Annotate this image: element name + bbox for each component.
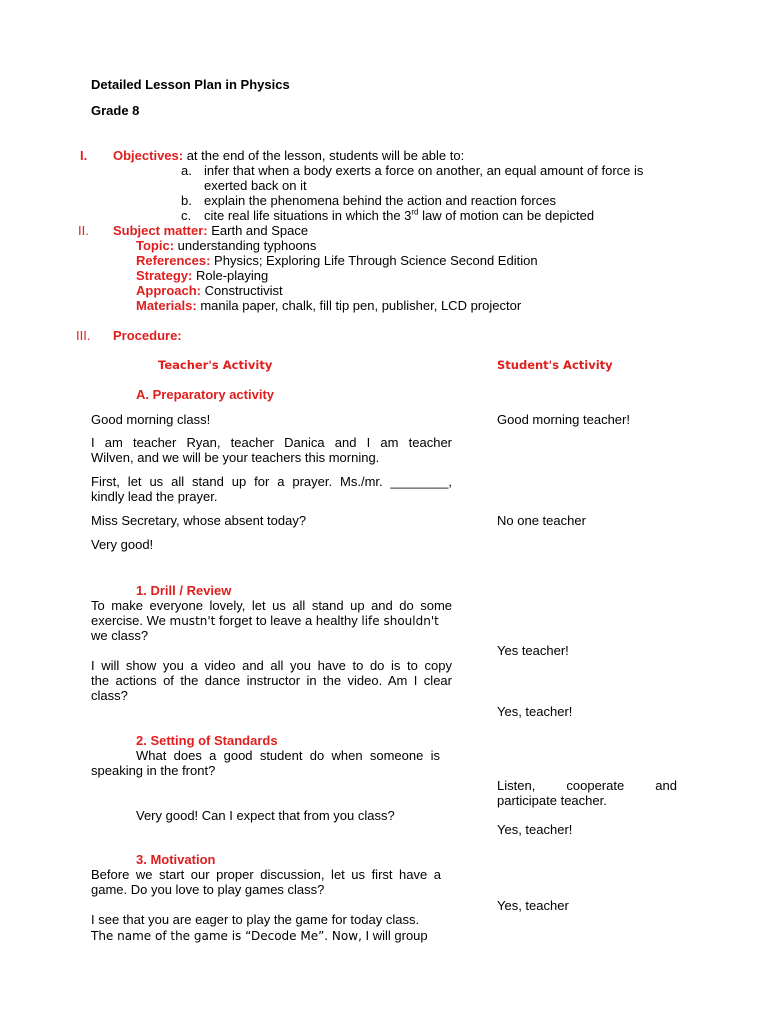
- materials-label: Materials:: [136, 298, 197, 313]
- section-numeral-1: I.: [80, 148, 88, 163]
- standards-expect: Very good! Can I expect that from you class?: [136, 808, 395, 823]
- standards-student-line1: Listen, cooperate and: [497, 778, 677, 793]
- preparatory-heading: A. Preparatory activity: [136, 387, 275, 402]
- teacher-intro-line1: I am teacher Ryan, teacher Danica and I am teacher: [91, 435, 452, 450]
- references-label: References:: [136, 253, 211, 268]
- standards-heading: 2. Setting of Standards: [136, 733, 278, 748]
- materials-line: [136, 298, 521, 313]
- drill-video-line3: class?: [91, 688, 128, 703]
- objective-b-line1: explain the phenomena behind the action and reaction forces: [204, 193, 556, 208]
- topic-line: [136, 238, 316, 253]
- objectives-label: Objectives:: [113, 148, 184, 163]
- drill-line2-a: exercise. We: [91, 613, 170, 628]
- objective-marker-c: c.: [181, 208, 192, 223]
- motivation-line4-b: I will group: [361, 928, 428, 943]
- topic-value: understanding typhoons: [174, 238, 317, 253]
- student-attendance: No one teacher: [497, 513, 586, 528]
- strategy-label: Strategy:: [136, 268, 193, 283]
- approach-label: Approach:: [136, 283, 201, 298]
- motivation-line3: I see that you are eager to play the game for today class.: [91, 912, 420, 927]
- subject-matter-label: Subject matter:: [113, 223, 208, 238]
- drill-video-line2: the actions of the dance instructor in the video. Am I clear: [91, 673, 452, 688]
- approach-line: [136, 283, 283, 298]
- teacher-greeting: Good morning class!: [91, 412, 211, 427]
- standards-student-line2: participate teacher.: [497, 793, 607, 808]
- teacher-activity-header: Teacher's Activity: [158, 358, 273, 372]
- drill-student-response2: Yes, teacher!: [497, 704, 573, 719]
- objective-c-sup: rd: [411, 207, 419, 217]
- teacher-prayer-line2: kindly lead the prayer.: [91, 489, 218, 504]
- subject-matter-line: [113, 223, 308, 238]
- objective-a-line1: infer that when a body exerts a force on another, an equal amount of force is: [204, 163, 644, 178]
- motivation-student-response: Yes, teacher: [497, 898, 569, 913]
- drill-student-response1: Yes teacher!: [497, 643, 569, 658]
- objectives-line: [113, 148, 464, 163]
- references-value: Physics; Exploring Life Through Science Second Edition: [210, 253, 538, 268]
- student-activity-header: Student's Activity: [497, 358, 613, 372]
- section-numeral-3: III.: [76, 328, 91, 343]
- teacher-intro-line2: Wilven, and we will be your teachers this morning.: [91, 450, 380, 465]
- standards-student-response2: Yes, teacher!: [497, 822, 573, 837]
- drill-line3: we class?: [91, 628, 149, 643]
- section-numeral-2: II.: [78, 223, 89, 238]
- drill-heading: 1. Drill / Review: [136, 583, 232, 598]
- objective-c-post: law of motion can be depicted: [418, 208, 595, 223]
- student-greeting: Good morning teacher!: [497, 412, 630, 427]
- teacher-prayer-line1: First, let us all stand up for a prayer. Ms./mr. ________,: [91, 474, 452, 489]
- standards-line1: What does a good student do when someone is: [136, 748, 440, 763]
- teacher-attendance: Miss Secretary, whose absent today?: [91, 513, 307, 528]
- approach-value: Constructivist: [201, 283, 283, 298]
- teacher-very-good: Very good!: [91, 537, 154, 552]
- document-title: Detailed Lesson Plan in Physics: [91, 77, 290, 92]
- topic-label: Topic:: [136, 238, 175, 253]
- objective-a-line2: exerted back on it: [204, 178, 307, 193]
- standards-line2: speaking in the front?: [91, 763, 216, 778]
- objectives-intro: at the end of the lesson, students will be able to:: [183, 148, 465, 163]
- drill-line2: [91, 613, 439, 628]
- objective-marker-b: b.: [181, 193, 192, 208]
- strategy-value: Role-playing: [192, 268, 269, 283]
- drill-line2-d: life shouldn't: [361, 614, 439, 628]
- strategy-line: [136, 268, 268, 283]
- references-line: [136, 253, 538, 268]
- motivation-line2: game. Do you love to play games class?: [91, 882, 325, 897]
- subject-matter-value: Earth and Space: [207, 223, 309, 238]
- motivation-line1: Before we start our proper discussion, let us first have a: [91, 867, 441, 882]
- drill-line2-c: forget to leave a healthy: [215, 613, 362, 628]
- objective-marker-a: a.: [181, 163, 192, 178]
- drill-line2-b: mustn't: [169, 614, 216, 628]
- motivation-line4: [91, 928, 428, 943]
- motivation-heading: 3. Motivation: [136, 852, 216, 867]
- grade-label: Grade 8: [91, 103, 140, 118]
- objective-c-pre: cite real life situations in which the 3: [204, 208, 412, 223]
- objective-c-line1: [204, 208, 594, 223]
- procedure-label: Procedure:: [113, 328, 182, 343]
- drill-line1: To make everyone lovely, let us all stand up and do some: [91, 598, 452, 613]
- motivation-line4-a: The name of the game is “Decode Me”. Now,: [91, 929, 362, 943]
- drill-video-line1: I will show you a video and all you have to do is to copy: [91, 658, 452, 673]
- materials-value: manila paper, chalk, fill tip pen, publisher, LCD projector: [196, 298, 522, 313]
